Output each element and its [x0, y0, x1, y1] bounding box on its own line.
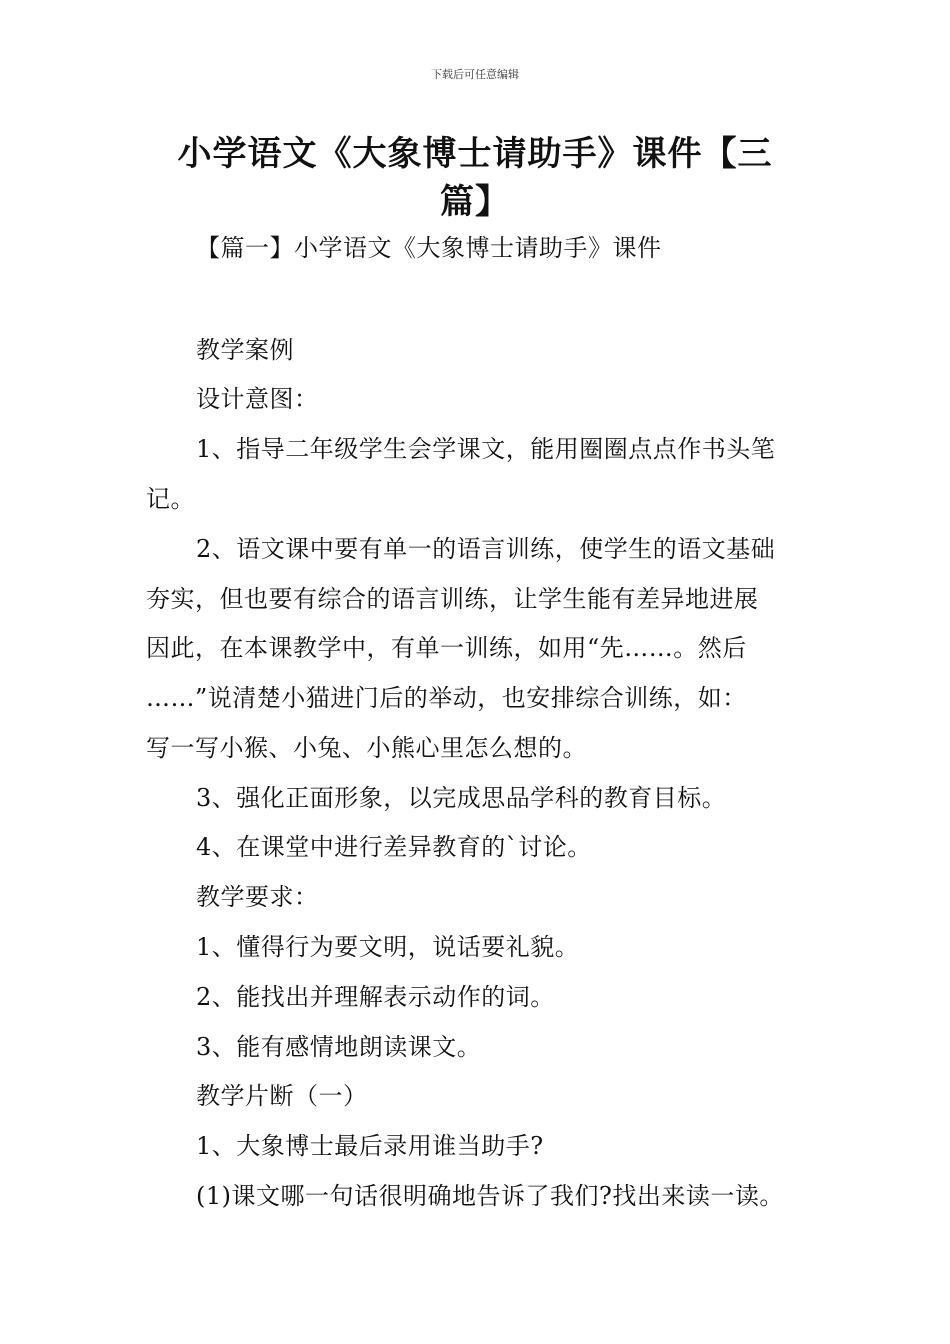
paragraph-line: 4、在课堂中进行差异教育的`讨论。 [196, 833, 592, 861]
paragraph-line: 1、懂得行为要文明，说话要礼貌。 [196, 933, 580, 961]
paragraph-line: 教学要求： [196, 883, 319, 911]
paragraph-line: ……”说清楚小猫进门后的举动，也安排综合训练，如： [146, 684, 747, 712]
title-line-2: 篇】 [440, 182, 510, 222]
header-note: 下载后可任意编辑 [431, 68, 519, 81]
paragraph-line: 2、语文课中要有单一的语言训练，使学生的语文基础 [196, 535, 776, 563]
paragraph-line: 教学案例 [196, 336, 294, 364]
section-heading: 【篇一】小学语文《大象博士请助手》课件 [196, 234, 662, 262]
paragraph-line: 教学片断（一） [196, 1082, 368, 1110]
paragraph-line: 记。 [146, 485, 195, 513]
paragraph-line: (1)课文哪一句话很明确地告诉了我们?找出来读一读。 [196, 1182, 784, 1210]
paragraph-line: 夯实，但也要有综合的语言训练，让学生能有差异地进展 [146, 585, 759, 613]
paragraph-line: 3、能有感情地朗读课文。 [196, 1033, 482, 1061]
title-line-1: 小学语文《大象博士请助手》课件【三 [177, 134, 773, 174]
paragraph-line: 写一写小猴、小兔、小熊心里怎么想的。 [146, 734, 587, 762]
paragraph-line: 1、指导二年级学生会学课文，能用圈圈点点作书头笔 [196, 435, 776, 463]
paragraph-line: 因此，在本课教学中，有单一训练，如用“先……。然后 [146, 634, 747, 662]
page-title [150, 130, 800, 226]
paragraph-line: 2、能找出并理解表示动作的词。 [196, 983, 555, 1011]
paragraph-line: 设计意图： [196, 385, 319, 413]
paragraph-line: 1、大象博士最后录用谁当助手? [196, 1132, 544, 1160]
paragraph-line: 3、强化正面形象，以完成思品学科的教育目标。 [196, 784, 727, 812]
